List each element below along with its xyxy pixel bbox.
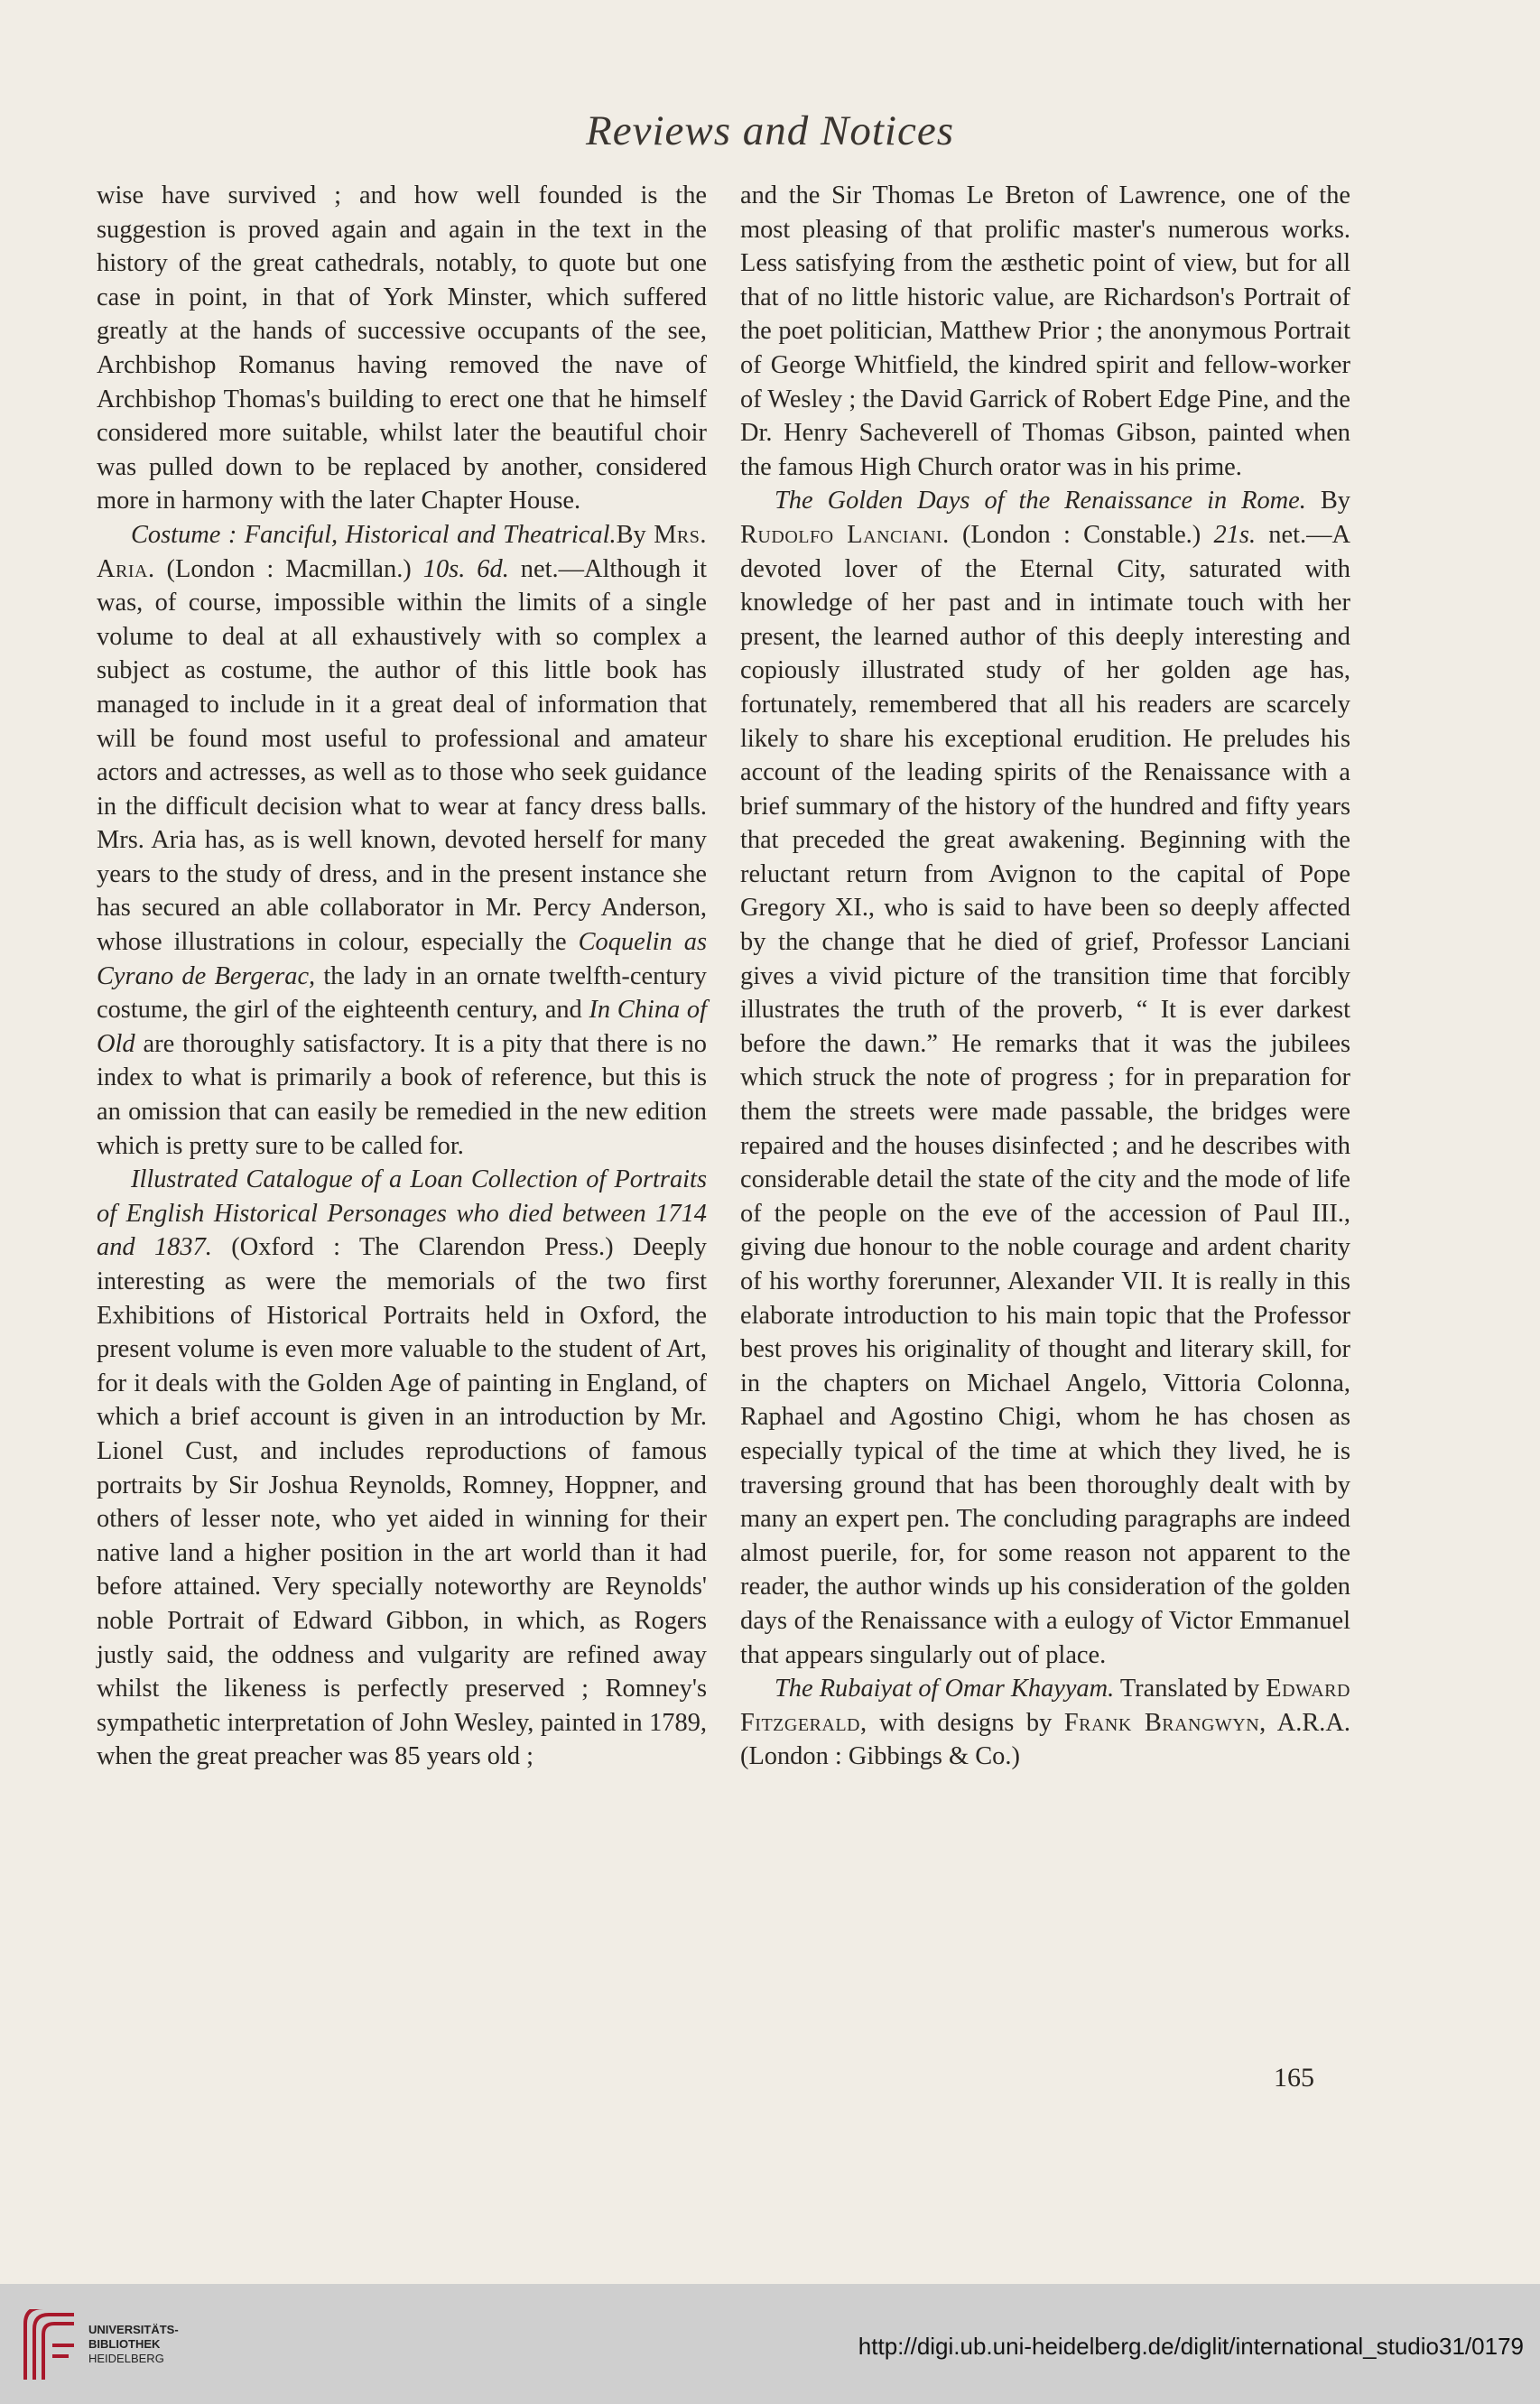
book-title: Illustrated Catalogue of a Loan Collection of Portraits of English Historical Personages who died between 1714 and 1837. [97,1165,707,1262]
source-url-link[interactable]: http://digi.ub.uni-heidelberg.de/diglit/international_studio31/0179 [858,2333,1524,2360]
review-text: are thoroughly satisfactory. It is a pity that there is no index to what is primarily a book of reference, but this is an omission that can easily be remedied in the new edition which is pretty sure to be called for. [97,1029,707,1160]
running-head: Reviews and Notices [586,107,954,154]
paragraph: wise have survived ; and how well founded is the suggestion is proved again and again in the text in the history of the great cathedrals, notably, to quote but one case in point, in that of York Minster, which suffered greatly at the hands of successive occupants of the see, Archbishop Romanus having removed the nave of Archbishop Thomas's building to erect one that he himself considered more suitable, whilst later the beautiful choir was pulled down to be replaced by another, considered more in harmony with the later Chapter House. [97,181,707,515]
library-name-line: HEIDELBERG [88,2352,164,2365]
text: By [1305,487,1351,515]
review-rubaiyat [740,1672,1350,1774]
author-name: Edward Fitzgerald, [740,1675,1350,1737]
book-title: The Rubaiyat of Omar Khayyam. [775,1675,1115,1703]
review-text: with designs by [867,1708,1064,1737]
library-name-line: UNIVERSITÄTS- [88,2323,179,2336]
book-title: The Golden Days of the Renaissance in Rome. [775,487,1306,515]
artist-name: Frank Brangwyn, [1063,1708,1266,1737]
right-column [740,179,1350,1774]
review-text: the lady in an ornate twelfth-century costume, the girl of the eighteenth century, and [97,961,707,1025]
review-catalogue [97,1163,707,1774]
artwork-title: Coquelin as Cyrano de Bergerac, [97,928,708,990]
review-renaissance [740,484,1350,1672]
review-text: net.—Although it was, of course, impossible within the limits of a single volume to deal at all exhaustively with so complex a subject as costume, the author of this little book has managed to include in it a great deal of information that will be found most useful to professional and amateur actors and actresses, as well as to those who seek guidance in the difficult decision what to wear at fancy dress balls. Mrs. Aria has, as is well known, devoted herself for many years to the study of dress, and in the present instance she has secured an able collaborator in Mr. Percy Anderson, whose illustrations in colour, especially the [97,554,708,957]
author-name: Rudolfo Lanciani. [740,520,950,549]
review-text: Translated by [1114,1675,1266,1703]
author-name: Mrs. Aria. [97,520,707,583]
price: 21s. [1213,520,1257,549]
paragraph: and the Sir Thomas Le Breton of Lawrence, one of the most pleasing of that prolific master's numerous works. Less satisfying from the æsthetic point of view, but for all that of no little historic value, are Richardson's Portrait of the poet politician, Matthew Prior ; the anonymous Portrait of George Whitfield, the kindred spirit and fellow-worker of Wesley ; the David Garrick of Robert Edge Pine, and the Dr. Henry Sacheverell of Thomas Gibson, painted when the famous High Church orator was in his prime. [740,181,1350,481]
left-column [97,179,707,1774]
library-logo-icon [16,2309,79,2381]
library-name-line: BIBLIOTHEK [88,2337,161,2351]
review-costume [97,518,707,1163]
review-text: net.—A devoted lover of the Eternal City, saturated with knowledge of her past and in intimate touch with her present, the learned author of this deeply interesting and copiously illustrated study of her golden age has, fortunately, remembered that all his readers are scarcely likely to share his exceptional erudition. He preludes his account of the leading spirits of the Renaissance with a brief summary of the history of the hundred and fifty years that preceded the great awakening. Beginning with the reluctant return from Avignon to the capital of Pope Gregory XI., who is said to have been so deeply affected by the change that he died of grief, Professor Lanciani gives a vivid picture of the transition time that forcibly illustrates the truth of the proverb, “ It is ever darkest before the dawn.” He remarks that it was the jubilees which struck the note of progress ; for in preparation for them the streets were made passable, the bridges were repaired and the houses disinfected ; and he describes with considerable detail the state of the city and the mode of life of the people on the eve of the accession of Paul III., giving due honour to the noble courage and ardent charity of his worthy forerunner, Alexander VII. It is really in this elaborate introduction to his main topic that the Professor best proves his originality of thought and literary skill, for in the chapters on Michael Angelo, Vittoria Colonna, Raphael and Agostino Chigi, whom he has chosen as especially typical of the time at which they lived, he is traversing ground that has been thoroughly dealt with by many an expert pen. The concluding paragraphs are indeed almost puerile, for, for some reason not apparent to the reader, the author winds up his consideration of the golden days of the Renaissance with a eulogy of Victor Emmanuel that appears singularly out of place. [740,520,1350,1669]
book-title: Costume : [131,520,245,549]
book-title: Fanciful, Historical and Theatrical. [244,520,617,549]
page-number: 165 [1274,2063,1314,2093]
library-name [88,2323,179,2366]
review-text: (Oxford : The Clarendon Press.) Deeply interesting as were the memorials of the two first Exhibitions of Historical Portraits held in Oxford, the present volume is even more valuable to the student of Art, for it deals with the Golden Age of painting in England, of which a brief account is given in an introduction by Mr. Lionel Cust, and includes reproductions of famous portraits by Sir Joshua Reynolds, Romney, Hoppner, and others of lesser note, who yet aided in winning for their native land a higher position in the art world than it had before attained. Very specially noteworthy are Reynolds' noble Portrait of Edward Gibbon, in which, as Rogers justly said, the oddness and vulgarity are refined away whilst the likeness is perfectly preserved ; Romney's sympathetic interpretation of John Wesley, painted in 1789, when the great preacher was 85 years old ; [97,1233,708,1771]
artwork-title: In China of Old [97,996,707,1058]
publisher: (London : Constable.) [949,520,1214,549]
price: 10s. 6d. [422,554,509,583]
text: By [616,520,654,549]
review-text: A.R.A. (London : Gibbings & Co.) [740,1708,1351,1771]
publisher: (London : Macmillan.) [154,554,423,583]
library-footer [0,2284,1540,2404]
